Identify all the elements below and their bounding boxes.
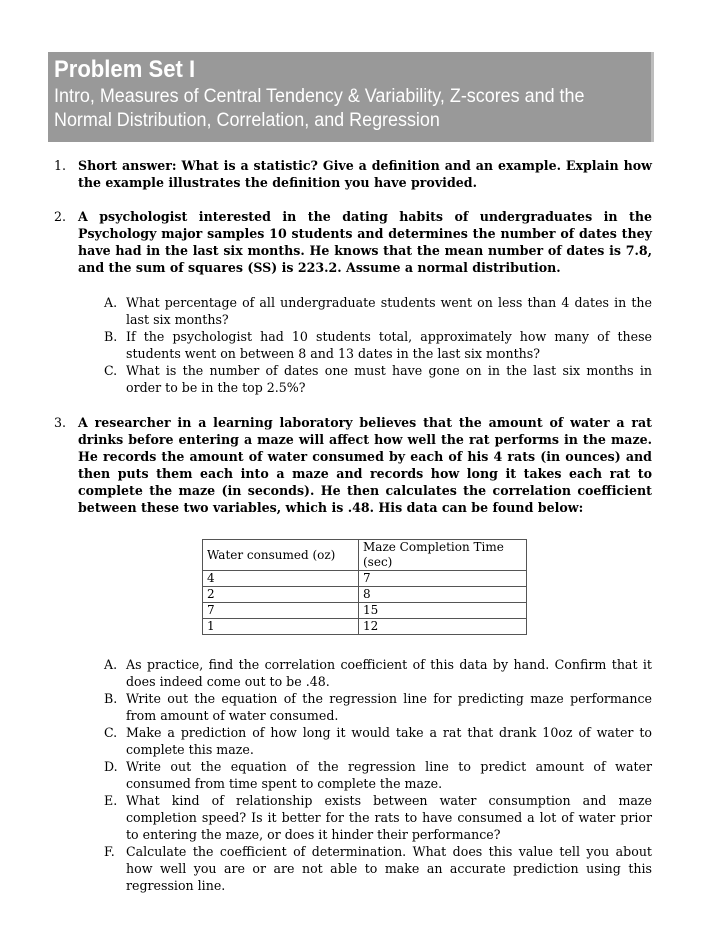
sub-question-letter: E. xyxy=(104,793,118,808)
sub-question-text: What is the number of dates one must have gone on in the last six months in order to be in the top 2.5%? xyxy=(126,363,652,395)
table-cell: 7 xyxy=(359,571,527,587)
page-subtitle-line-1: Intro, Measures of Central Tendency & Variability, Z-scores and the xyxy=(54,85,585,107)
table-cell: 8 xyxy=(359,587,527,603)
sub-question xyxy=(50,724,652,758)
table-header-water: Water consumed (oz) xyxy=(203,540,359,571)
sub-question xyxy=(50,792,652,843)
sub-question xyxy=(50,656,652,690)
table-cell: 7 xyxy=(203,603,359,619)
question-number: 2. xyxy=(54,209,67,224)
question-text: A psychologist interested in the dating habits of undergraduates in the Psychology major samples 10 students and determines the number of dates they have had in the last six months. He knows that the mean number of dates is 7.8, and the sum of squares (SS) is 223.2. Assume a normal distribution. xyxy=(78,209,652,275)
rat-data-table xyxy=(202,539,527,635)
sub-question-letter: A. xyxy=(104,295,118,310)
sub-question-text: Write out the equation of the regression line to predict amount of water consumed from time spent to complete the maze. xyxy=(126,759,652,791)
table-header-time: Maze Completion Time (sec) xyxy=(359,540,527,571)
sub-question xyxy=(50,758,652,792)
sub-question-letter: A. xyxy=(104,657,118,672)
sub-question-letter: B. xyxy=(104,329,118,344)
problem-list xyxy=(50,157,652,894)
question-1 xyxy=(50,157,652,191)
sub-question-letter: C. xyxy=(104,363,118,378)
question-3 xyxy=(50,414,652,516)
question-text: A researcher in a learning laboratory believes that the amount of water a rat drinks before entering a maze will affect how well the rat performs in the maze. He records the amount of water consumed by each of his 4 rats (in ounces) and then puts them each into a maze and records how long it takes each rat to complete the maze (in seconds). He then calculates the correlation coefficient between these two variables, which is .48. His data can be found below: xyxy=(78,415,652,515)
sub-question-text: What kind of relationship exists between water consumption and maze completion speed? Is it better for the rats to have consumed a lot of water prior to entering the maze, or does it hinder their performance? xyxy=(126,793,652,842)
page-title: Problem Set I xyxy=(54,56,196,83)
table-row xyxy=(203,571,527,587)
sub-question-letter: D. xyxy=(104,759,118,774)
sub-question-letter: F. xyxy=(104,844,115,859)
table-header-row xyxy=(203,540,527,571)
sub-question-letter: C. xyxy=(104,725,118,740)
sub-question-text: If the psychologist had 10 students total, approximately how many of these students went on between 8 and 13 dates in the last six months? xyxy=(126,329,652,361)
sub-question-text: Write out the equation of the regression line for predicting maze performance from amount of water consumed. xyxy=(126,691,652,723)
sub-question xyxy=(50,690,652,724)
question-2-parts xyxy=(50,294,652,396)
sub-question xyxy=(50,294,652,328)
sub-question-text: What percentage of all undergraduate students went on less than 4 dates in the last six months? xyxy=(126,295,652,327)
table-cell: 12 xyxy=(359,619,527,635)
sub-question-letter: B. xyxy=(104,691,118,706)
question-number: 1. xyxy=(54,158,67,173)
table-cell: 15 xyxy=(359,603,527,619)
sub-question xyxy=(50,362,652,396)
question-text: Short answer: What is a statistic? Give a definition and an example. Explain how the example illustrates the definition you have provided. xyxy=(78,158,652,190)
table-row xyxy=(203,619,527,635)
sub-question-text: Make a prediction of how long it would take a rat that drank 10oz of water to complete this maze. xyxy=(126,725,652,757)
question-number: 3. xyxy=(54,415,67,430)
table-cell: 2 xyxy=(203,587,359,603)
table-cell: 1 xyxy=(203,619,359,635)
question-2 xyxy=(50,208,652,276)
sub-question-text: Calculate the coefficient of determination. What does this value tell you about how well you are or are not able to make an accurate prediction using this regression line. xyxy=(126,844,652,893)
sub-question xyxy=(50,843,652,894)
sub-question-text: As practice, find the correlation coefficient of this data by hand. Confirm that it does indeed come out to be .48. xyxy=(126,657,652,689)
table-row xyxy=(203,603,527,619)
table-cell: 4 xyxy=(203,571,359,587)
page-subtitle-line-2: Normal Distribution, Correlation, and Regression xyxy=(54,109,440,131)
sub-question xyxy=(50,328,652,362)
question-3-parts xyxy=(50,656,652,894)
table-row xyxy=(203,587,527,603)
title-banner xyxy=(48,52,654,142)
